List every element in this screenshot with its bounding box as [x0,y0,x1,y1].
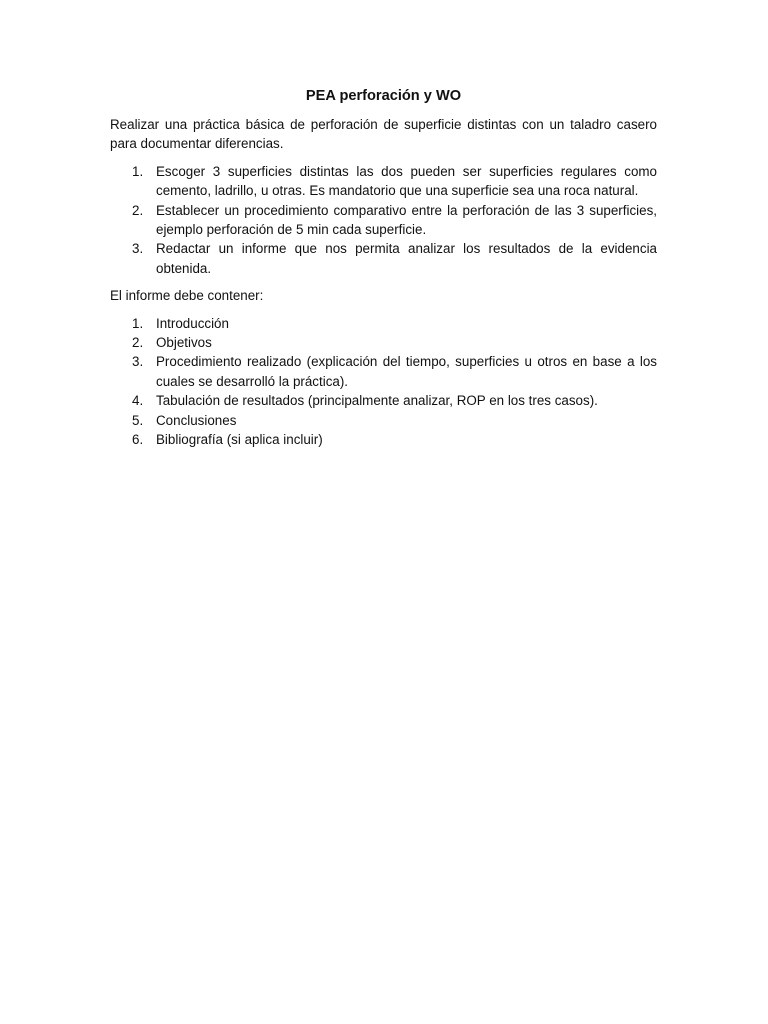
list-number: 1. [132,315,144,331]
list-number: 3. [132,354,144,370]
list-number: 3. [132,241,144,257]
list-item-text: Establecer un procedimiento comparativo entre la perforación de las 3 superficies, ejemplo perforación de 5 min cada superficie. [156,202,657,238]
list-number: 2. [132,202,144,218]
list-item [110,391,657,410]
intro-paragraph: Realizar una práctica básica de perforación de superficie distintas con un taladro casero para documentar diferencias. [110,117,657,152]
list-item [110,333,657,352]
steps-list [110,162,657,278]
list-item [110,162,657,201]
list-item [110,314,657,333]
list-item [110,411,657,430]
list-number: 6. [132,432,144,448]
list-item-text: Redactar un informe que nos permita analizar los resultados de la evidencia obtenida. [156,241,657,276]
list-item [110,430,657,449]
list-item-text: Introducción [156,315,229,331]
list-number: 2. [132,335,144,351]
list-item-text: Tabulación de resultados (principalmente analizar, ROP en los tres casos). [156,393,598,409]
list-item [110,239,657,278]
document-title: PEA perforación y WO [305,88,462,104]
list-number: 4. [132,393,144,409]
list-item-text: Conclusiones [156,412,237,428]
list-item-text: Escoger 3 superficies distintas las dos pueden ser superficies regulares como cemento, ladrillo, u otras. Es mandatorio que una superficie sea una roca natural. [156,163,657,199]
report-label: El informe debe contener: [110,288,264,304]
list-item-text: Procedimiento realizado (explicación del tiempo, superficies u otros en base a los cuales se desarrolló la práctica). [156,354,657,389]
list-item-text: Bibliografía (si aplica incluir) [156,432,323,448]
list-item [110,352,657,391]
list-number: 5. [132,412,144,428]
list-item [110,201,657,240]
report-items-list [110,314,657,450]
document-body [110,86,657,458]
list-item-text: Objetivos [156,335,212,351]
list-number: 1. [132,163,144,179]
